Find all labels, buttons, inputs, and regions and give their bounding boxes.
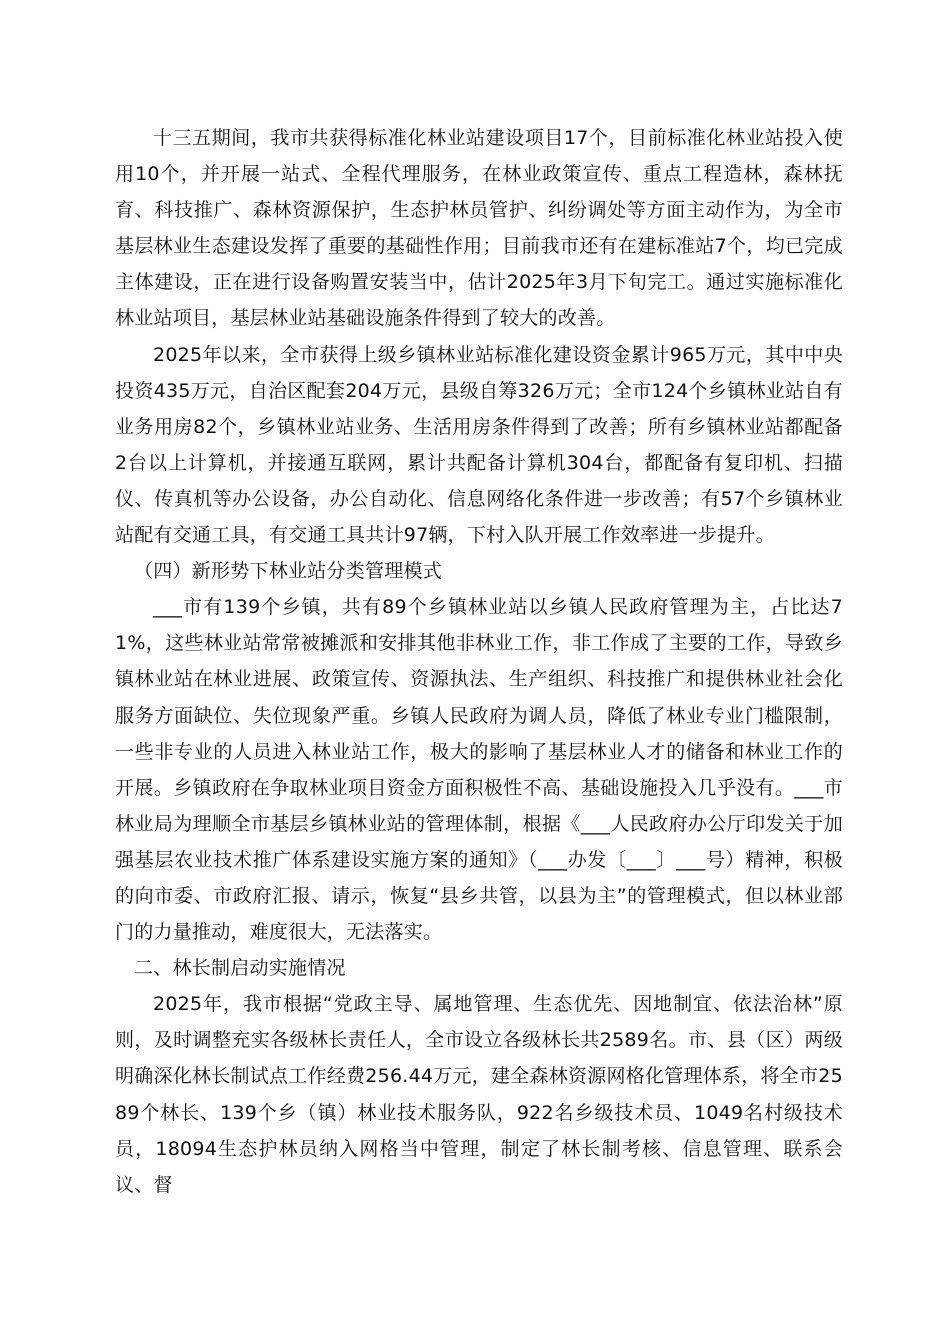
section-heading-forest-chief-system: 二、林长制启动实施情况 [134, 957, 346, 980]
paragraph-forest-chief-implementation: 2025年，我市根据“党政主导、属地管理、生态优先、因地制宜、依法治林”原则，及时调整充实各级林长责任人，全市设立各级林长共2589名。市、县（区）两级明确深化林长制试点工作经费256.44万元，建全森林资源网格化管理体系，将全市2589个林长、139个乡（镇）林业技术服务队，922名乡级技术员、1049名村级技术员，18094生态护林员纳入网格当中管理，制定了林长制考核、信息管理、联系会议、督 [115, 993, 843, 1196]
paragraph-township-management: ___市有139个乡镇，共有89个乡镇林业站以乡镇人民政府管理为主，占比达71%，这些林业站常常被摊派和安排其他非林业工作，非工作成了主要的工作，导致乡镇林业站在林业进展、政策宣传、资源执法、生产组织、科技推广和提供林业社会化服务方面缺位、失位现象严重。乡镇人民政府为调人员，降低了林业专业门槛限制，一些非专业的人员进入林业站工作，极大的影响了基层林业人才的储备和林业工作的开展。乡镇政府在争取林业项目资金方面积极性不高、基础设施投入几乎没有。___市林业局为理顺全市基层乡镇林业站的管理体制，根据《___人民政府办公厅印发关于加强基层农业技术推广体系建设实施方案的通知》（___办发〔___〕___号）精神，积极的向市委、市政府汇报、请示，恢复“县乡共管，以县为主”的管理模式，但以林业部门的力量推动，难度很大，无法落实。 [115, 596, 843, 944]
paragraph-construction-funds: 2025年以来，全市获得上级乡镇林业站标准化建设资金累计965万元，其中中央投资435万元，自治区配套204万元，县级自筹326万元；全市124个乡镇林业站自有业务用房82个，乡镇林业站业务、生活用房条件得到了改善；所有乡镇林业站都配备2台以上计算机，并接通互联网，累计共配备计算机304台，都配备有复印机、扫描仪、传真机等办公设备，办公自动化、信息网络化条件进一步改善；有57个乡镇林业站配有交通工具，有交通工具共计97辆，下村入队开展工作效率进一步提升。 [115, 343, 843, 547]
paragraph-standard-station-projects: 十三五期间，我市共获得标准化林业站建设项目17个，目前标准化林业站投入使用10个，并开展一站式、全程代理服务，在林业政策宣传、重点工程造林，森林抚育、科技推广、森林资源保护，生态护林员管护、纠纷调处等方面主动作为，为全市基层林业生态建设发挥了重要的基础性作用；目前我市还有在建标准站7个，均已完成主体建设，正在进行设备购置安装当中，估计2025年3月下旬完工。通过实施标准化林业站项目，基层林业站基础设施条件得到了较大的改善。 [115, 127, 843, 330]
document-body [115, 120, 843, 1203]
section-heading-classification-management: （四）新形势下林业站分类管理模式 [134, 560, 443, 583]
